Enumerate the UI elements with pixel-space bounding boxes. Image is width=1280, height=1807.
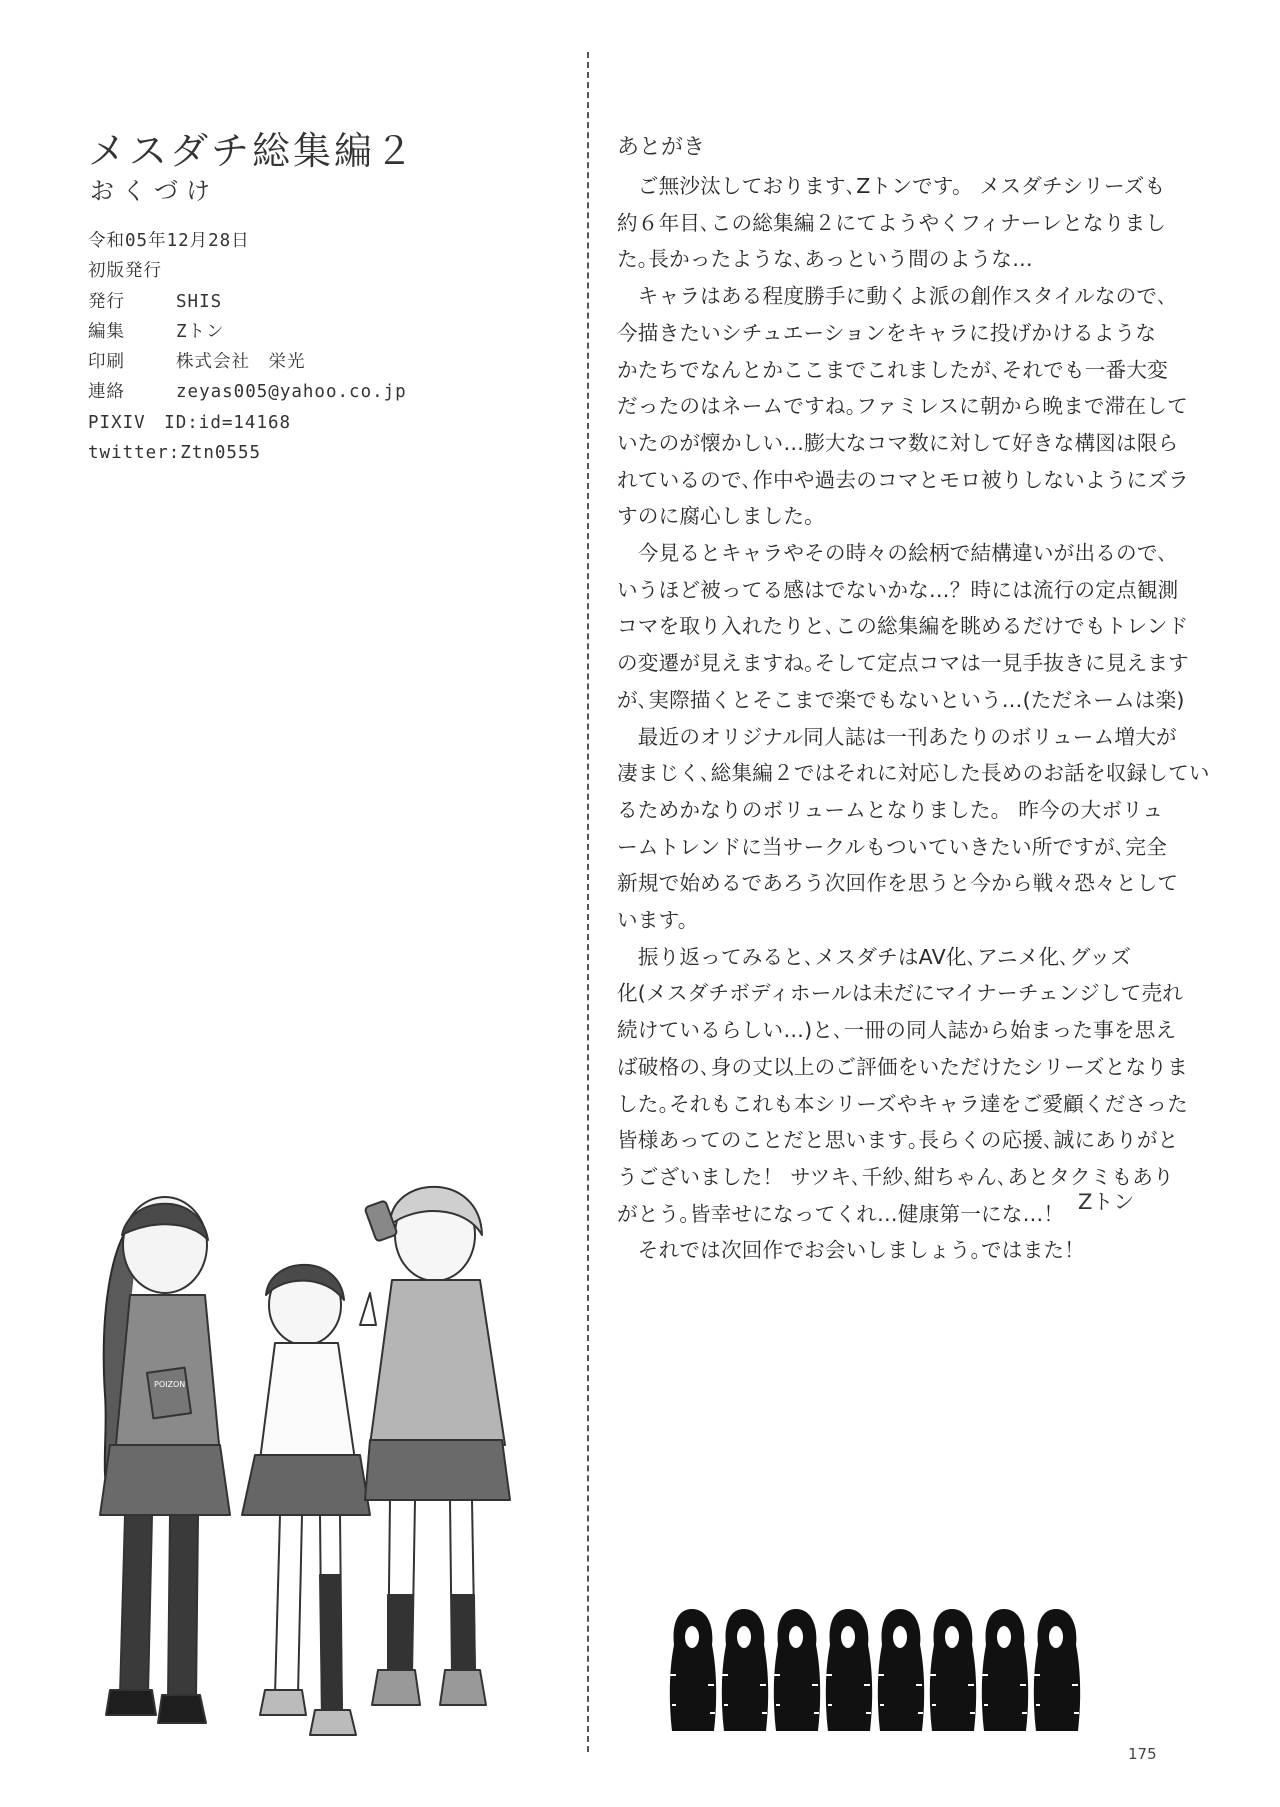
dashed-divider (587, 52, 589, 1752)
afterword-line: れているので､作中や過去のコマとモロ被りしないようにズラ (617, 467, 1189, 492)
afterword-line: キャラはある程度勝手に動くよ派の創作スタイルなので､ (617, 284, 1168, 309)
edition: 初版発行 (88, 261, 162, 282)
contact-row (88, 377, 568, 407)
silhouette-figure (670, 1609, 716, 1731)
silhouette-figure (982, 1609, 1028, 1731)
silhouette-figure (826, 1609, 872, 1731)
afterword-line: た｡長かったような､あっという間のような… (617, 247, 1033, 272)
afterword-line: の変遷が見えますね｡そして定点コマは一見手抜きに見えます (617, 651, 1189, 676)
silhouette-figure (1034, 1609, 1080, 1731)
character-middle (242, 1265, 376, 1735)
afterword (617, 130, 1210, 1269)
afterword-signature: Zトン (1078, 1190, 1135, 1214)
afterword-line: すのに腐心しました。 (617, 504, 825, 529)
silhouette-figure (878, 1609, 924, 1731)
afterword-line: うございました！ サツキ､千紗､紺ちゃん､あとタクミもあり (617, 1164, 1174, 1189)
afterword-body (617, 168, 1210, 1269)
book-title: メスダチ総集編２ (88, 129, 417, 173)
book-label: POIZON (154, 1380, 186, 1389)
afterword-line: ご無沙汰しております､Zトンです。 メスダチシリーズも (617, 174, 1166, 198)
silhouette-figure (774, 1609, 820, 1731)
publisher-label: 発行 (88, 291, 125, 312)
afterword-line: いたのが懐かしい…膨大なコマ数に対して好きな構図は限ら (617, 430, 1179, 455)
afterword-heading: あとがき (617, 135, 706, 160)
printer-label: 印刷 (88, 352, 125, 373)
afterword-line: 皆様あってのことだと思います｡長らくの応援､誠にありがと (617, 1128, 1179, 1153)
editor-row (88, 317, 568, 347)
editor-value: Zトン (176, 321, 225, 342)
publish-date: 令和05年12月28日 (88, 231, 250, 251)
contact-value: zeyas005@yahoo.co.jp (176, 382, 407, 403)
afterword-line: だったのはネームですね｡ファミレスに朝から晩まで滞在して (617, 394, 1188, 419)
afterword-line: かたちでなんとかここまでこれましたが､それでも一番大変 (617, 357, 1168, 382)
afterword-line: ば破格の､身の丈以上のご評価をいただけたシリーズとなりま (617, 1054, 1188, 1079)
twitter-handle: twitter:Ztn0555 (88, 443, 262, 464)
colophon (88, 128, 568, 468)
page-number: 175 (1128, 1745, 1157, 1763)
printer-value: 株式会社 栄光 (176, 352, 306, 373)
afterword-line: 振り返ってみると､メスダチはAV化､アニメ化､グッズ (617, 944, 1132, 969)
editor-label: 編集 (88, 321, 125, 342)
silhouette-figure (722, 1609, 768, 1731)
afterword-line: した｡それもこれも本シリーズやキャラ達をご愛顧くださった (617, 1091, 1188, 1116)
character-right (365, 1187, 510, 1705)
afterword-line: 今描きたいシチュエーションをキャラに投げかけるような (617, 320, 1157, 345)
character-left (100, 1197, 230, 1723)
colophon-subtitle: おくづけ (90, 177, 218, 205)
afterword-line: 約６年目､この総集編２にてようやくフィナーレとなりまし (617, 210, 1167, 235)
afterword-line: 新規で始めるであろう次回作を思うと今から戦々恐々として (617, 871, 1179, 896)
silhouette-figure (930, 1609, 976, 1731)
silhouette-row (668, 1605, 1108, 1735)
publisher-value: SHIS (176, 291, 223, 312)
afterword-line: コマを取り入れたりと､この総集編を眺めるだけでもトレンド (617, 614, 1189, 639)
printer-row (88, 347, 568, 377)
afterword-line: ームトレンドに当サークルもついていきたい所ですが､完全 (617, 834, 1167, 859)
afterword-line: 続けているらしい…)と､一冊の同人誌から始まった事を思え (617, 1018, 1177, 1043)
afterword-line: がとう｡皆幸せになってくれ…健康第一にな…！ (617, 1201, 1065, 1226)
afterword-line: が､実際描くとそこまで楽でもないという…(ただネームは楽) (617, 687, 1185, 712)
afterword-line: 最近のオリジナル同人誌は一刊あたりのボリューム増大が (617, 724, 1177, 749)
pixiv-id: PIXIV ID:id=14168 (88, 412, 292, 433)
afterword-line: いうほど被ってる感はでないかな…？時には流行の定点観測 (617, 577, 1179, 602)
afterword-line: います。 (617, 908, 699, 933)
afterword-line: それでは次回作でお会いしましょう｡ではまた！ (617, 1238, 1085, 1263)
afterword-line: 今見るとキャラやその時々の絵柄で結構違いが出るので､ (617, 541, 1169, 566)
publisher-row (88, 287, 568, 317)
afterword-line: 凄まじく､総集編２ではそれに対応した長めのお話を収録してい (617, 761, 1210, 786)
afterword-line: 化(メスダチボディホールは未だにマイナーチェンジして売れ (617, 981, 1184, 1006)
contact-label: 連絡 (88, 382, 125, 403)
character-illustration (70, 1175, 580, 1775)
afterword-line: るためかなりのボリュームとなりました。 昨今の大ボリュ (617, 797, 1164, 822)
